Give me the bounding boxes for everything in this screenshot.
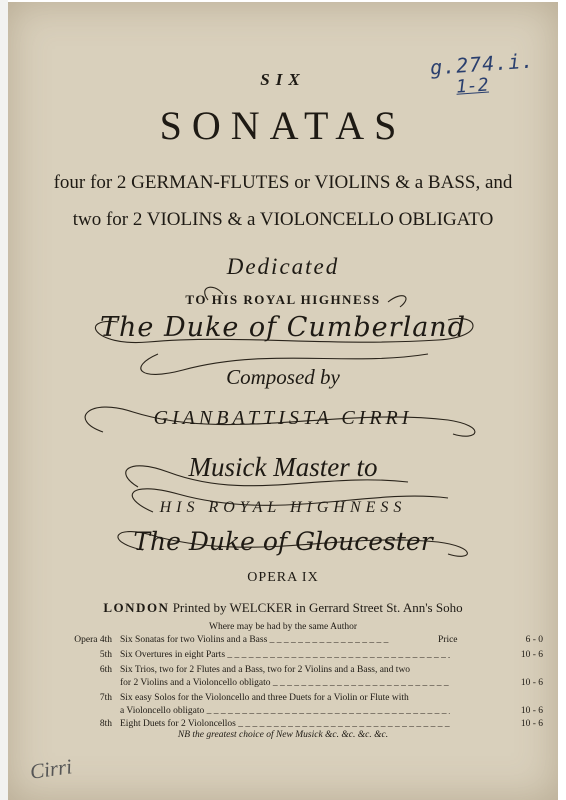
title-page [8, 2, 558, 800]
catalogue-title: Six Overtures in eight Parts _ _ _ [120, 650, 450, 660]
title-six: SIX [260, 70, 306, 89]
where-may-be-had: Where may be had by the same Author [209, 622, 357, 632]
opus-number: OPERA IX [247, 570, 319, 585]
musick-master: Musick Master to [188, 452, 378, 482]
title-sonatas: SONATAS [159, 103, 407, 148]
dedicated-heading: Dedicated [226, 254, 340, 279]
imprint-line [8, 600, 558, 616]
catalogue-price: 6 - 0 [525, 635, 543, 645]
to-his-royal-highness: TO HIS ROYAL HIGHNESS [185, 292, 381, 307]
his-royal-highness: HIS ROYAL HIGHNESS [159, 499, 407, 516]
catalogue-title: Six Sonatas for two Violins and a Bass _ _ _ [120, 635, 390, 645]
imprint-city: LONDON [103, 600, 170, 615]
catalogue-opus: Opera 4th [74, 635, 112, 645]
instrumentation-line-2: two for 2 VIOLINS & a VIOLONCELLO OBLIGATO [72, 209, 494, 230]
price-label: Price [438, 635, 458, 645]
shelfmark-line-2: 1-2 [455, 74, 490, 98]
catalogue-price: 10 - 6 [520, 650, 543, 660]
catalogue-title: Six easy Solos for the Violoncello and three Duets for a Violin or Flute with [120, 693, 409, 703]
shelfmark-line-1: g.274.i. [429, 48, 536, 80]
catalogue-price: 10 - 6 [520, 678, 543, 688]
duke-of-cumberland: The Duke of Cumberland [100, 312, 466, 343]
catalogue-title-continued: a Violoncello obligato _ _ _ [120, 706, 450, 716]
scan-margin [0, 0, 8, 800]
catalogue-opus: 7th [99, 693, 112, 703]
duke-of-gloucester: The Duke of Gloucester [133, 527, 433, 556]
catalogue-title: Eight Duets for 2 Violoncellos _ _ _ [120, 719, 450, 729]
nota-bene: NB the greatest choice of New Musick &c. &c. &c. &c. [177, 730, 389, 740]
catalogue-price: 10 - 6 [520, 706, 543, 716]
composed-by: Composed by [226, 365, 340, 389]
catalogue-title-continued: for 2 Violins and a Violoncello obligato _ _ _ [120, 678, 450, 688]
catalogue-price: 10 - 6 [520, 719, 543, 729]
catalogue-opus: 6th [99, 665, 112, 675]
imprint-printer: Printed by WELCKER in Gerrard Street St. Ann's Soho [172, 600, 463, 615]
composer-name: GIANBATTISTA CIRRI [153, 407, 413, 429]
catalogue-opus: 5th [99, 650, 112, 660]
catalogue-title: Six Trios, two for 2 Flutes and a Bass, two for 2 Violins and a Bass, and two [120, 665, 411, 675]
catalogue-opus: 8th [99, 719, 112, 729]
handwritten-signature: Cirri [28, 754, 74, 784]
instrumentation-line-1: four for 2 GERMAN-FLUTES or VIOLINS & a BASS, and [53, 172, 513, 193]
